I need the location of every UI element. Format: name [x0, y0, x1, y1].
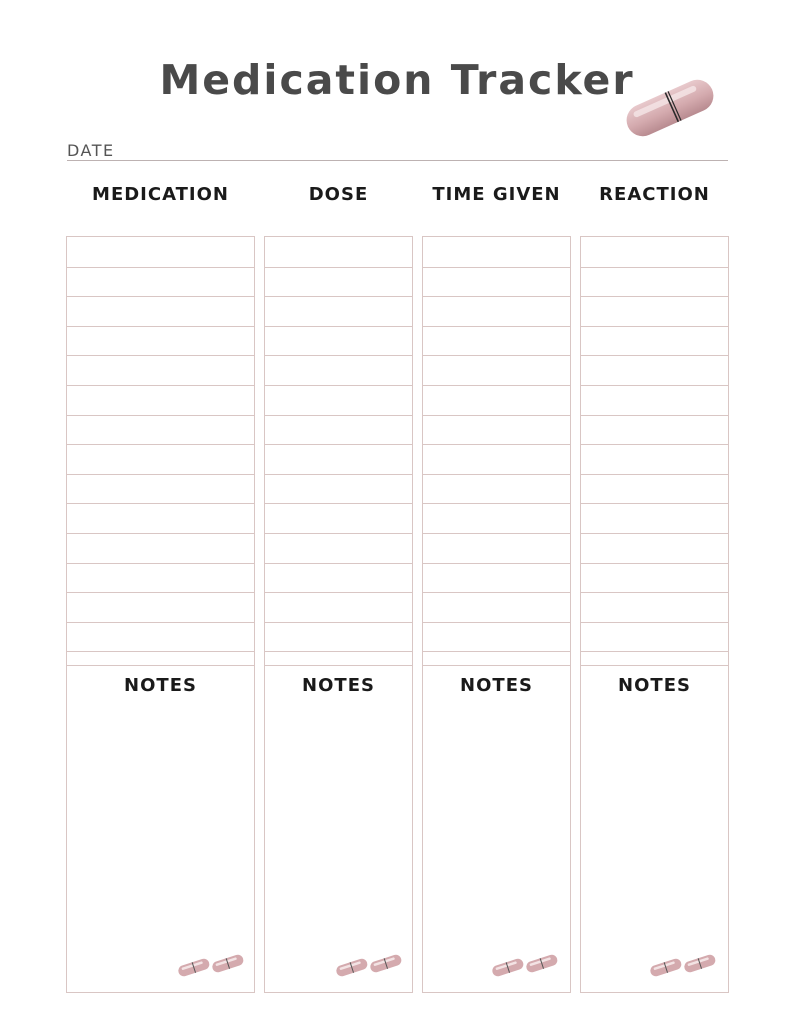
date-field-line[interactable]: [67, 160, 728, 161]
log-row-line[interactable]: [581, 267, 728, 268]
capsule-pair-icon: [490, 950, 560, 980]
log-row-line[interactable]: [423, 385, 570, 386]
log-row-line[interactable]: [67, 267, 254, 268]
log-row-line[interactable]: [581, 296, 728, 297]
log-row-line[interactable]: [423, 326, 570, 327]
notes-header-time-given: NOTES: [460, 675, 533, 696]
log-row-line[interactable]: [423, 503, 570, 504]
log-row-line[interactable]: [265, 415, 412, 416]
log-row-line[interactable]: [581, 355, 728, 356]
log-row-line[interactable]: [581, 563, 728, 564]
log-row-line[interactable]: [423, 651, 570, 652]
log-row-line[interactable]: [423, 592, 570, 593]
log-row-line[interactable]: [67, 385, 254, 386]
log-row-line[interactable]: [423, 444, 570, 445]
log-row-line[interactable]: [581, 503, 728, 504]
log-row-line[interactable]: [67, 296, 254, 297]
log-row-line[interactable]: [423, 267, 570, 268]
log-row-line[interactable]: [581, 474, 728, 475]
log-row-line[interactable]: [423, 622, 570, 623]
capsule-pair-icon: [176, 950, 246, 980]
column-header-time-given: TIME GIVEN: [432, 184, 561, 205]
reaction-column[interactable]: [580, 236, 729, 993]
capsule-pair-icon: [334, 950, 404, 980]
tracker-grid: [66, 236, 729, 993]
log-row-line[interactable]: [581, 326, 728, 327]
column-header-reaction: REACTION: [599, 184, 710, 205]
notes-divider-line: [67, 665, 254, 666]
log-row-line[interactable]: [265, 592, 412, 593]
log-row-line[interactable]: [67, 415, 254, 416]
log-row-line[interactable]: [265, 622, 412, 623]
log-row-line[interactable]: [265, 355, 412, 356]
log-row-line[interactable]: [265, 563, 412, 564]
log-row-line[interactable]: [67, 503, 254, 504]
column-header-medication: MEDICATION: [92, 184, 229, 205]
log-row-line[interactable]: [265, 444, 412, 445]
page-title: Medication Tracker: [159, 56, 635, 104]
log-row-line[interactable]: [265, 474, 412, 475]
log-row-line[interactable]: [265, 651, 412, 652]
log-row-line[interactable]: [67, 326, 254, 327]
time-given-column[interactable]: [422, 236, 571, 993]
log-row-line[interactable]: [581, 533, 728, 534]
log-row-line[interactable]: [67, 563, 254, 564]
log-row-line[interactable]: [581, 415, 728, 416]
notes-divider-line: [581, 665, 728, 666]
log-row-line[interactable]: [67, 533, 254, 534]
notes-divider-line: [265, 665, 412, 666]
log-row-line[interactable]: [581, 385, 728, 386]
log-row-line[interactable]: [581, 622, 728, 623]
log-row-line[interactable]: [581, 651, 728, 652]
log-row-line[interactable]: [265, 267, 412, 268]
log-row-line[interactable]: [67, 592, 254, 593]
log-row-line[interactable]: [67, 444, 254, 445]
log-row-line[interactable]: [423, 415, 570, 416]
log-row-line[interactable]: [67, 651, 254, 652]
notes-divider-line: [423, 665, 570, 666]
log-row-line[interactable]: [581, 592, 728, 593]
log-row-line[interactable]: [67, 622, 254, 623]
log-row-line[interactable]: [423, 563, 570, 564]
notes-header-reaction: NOTES: [618, 675, 691, 696]
date-label: DATE: [67, 141, 115, 160]
log-row-line[interactable]: [265, 385, 412, 386]
log-row-line[interactable]: [265, 326, 412, 327]
capsule-pair-icon: [648, 950, 718, 980]
medication-column[interactable]: [66, 236, 255, 993]
log-row-line[interactable]: [265, 296, 412, 297]
log-row-line[interactable]: [265, 503, 412, 504]
log-row-line[interactable]: [423, 533, 570, 534]
log-row-line[interactable]: [67, 355, 254, 356]
column-header-dose: DOSE: [308, 184, 369, 205]
log-row-line[interactable]: [423, 355, 570, 356]
capsule-icon: [620, 72, 720, 144]
log-row-line[interactable]: [581, 444, 728, 445]
notes-header-dose: NOTES: [302, 675, 375, 696]
dose-column[interactable]: [264, 236, 413, 993]
log-row-line[interactable]: [67, 474, 254, 475]
log-row-line[interactable]: [265, 533, 412, 534]
log-row-line[interactable]: [423, 474, 570, 475]
notes-header-medication: NOTES: [124, 675, 197, 696]
log-row-line[interactable]: [423, 296, 570, 297]
